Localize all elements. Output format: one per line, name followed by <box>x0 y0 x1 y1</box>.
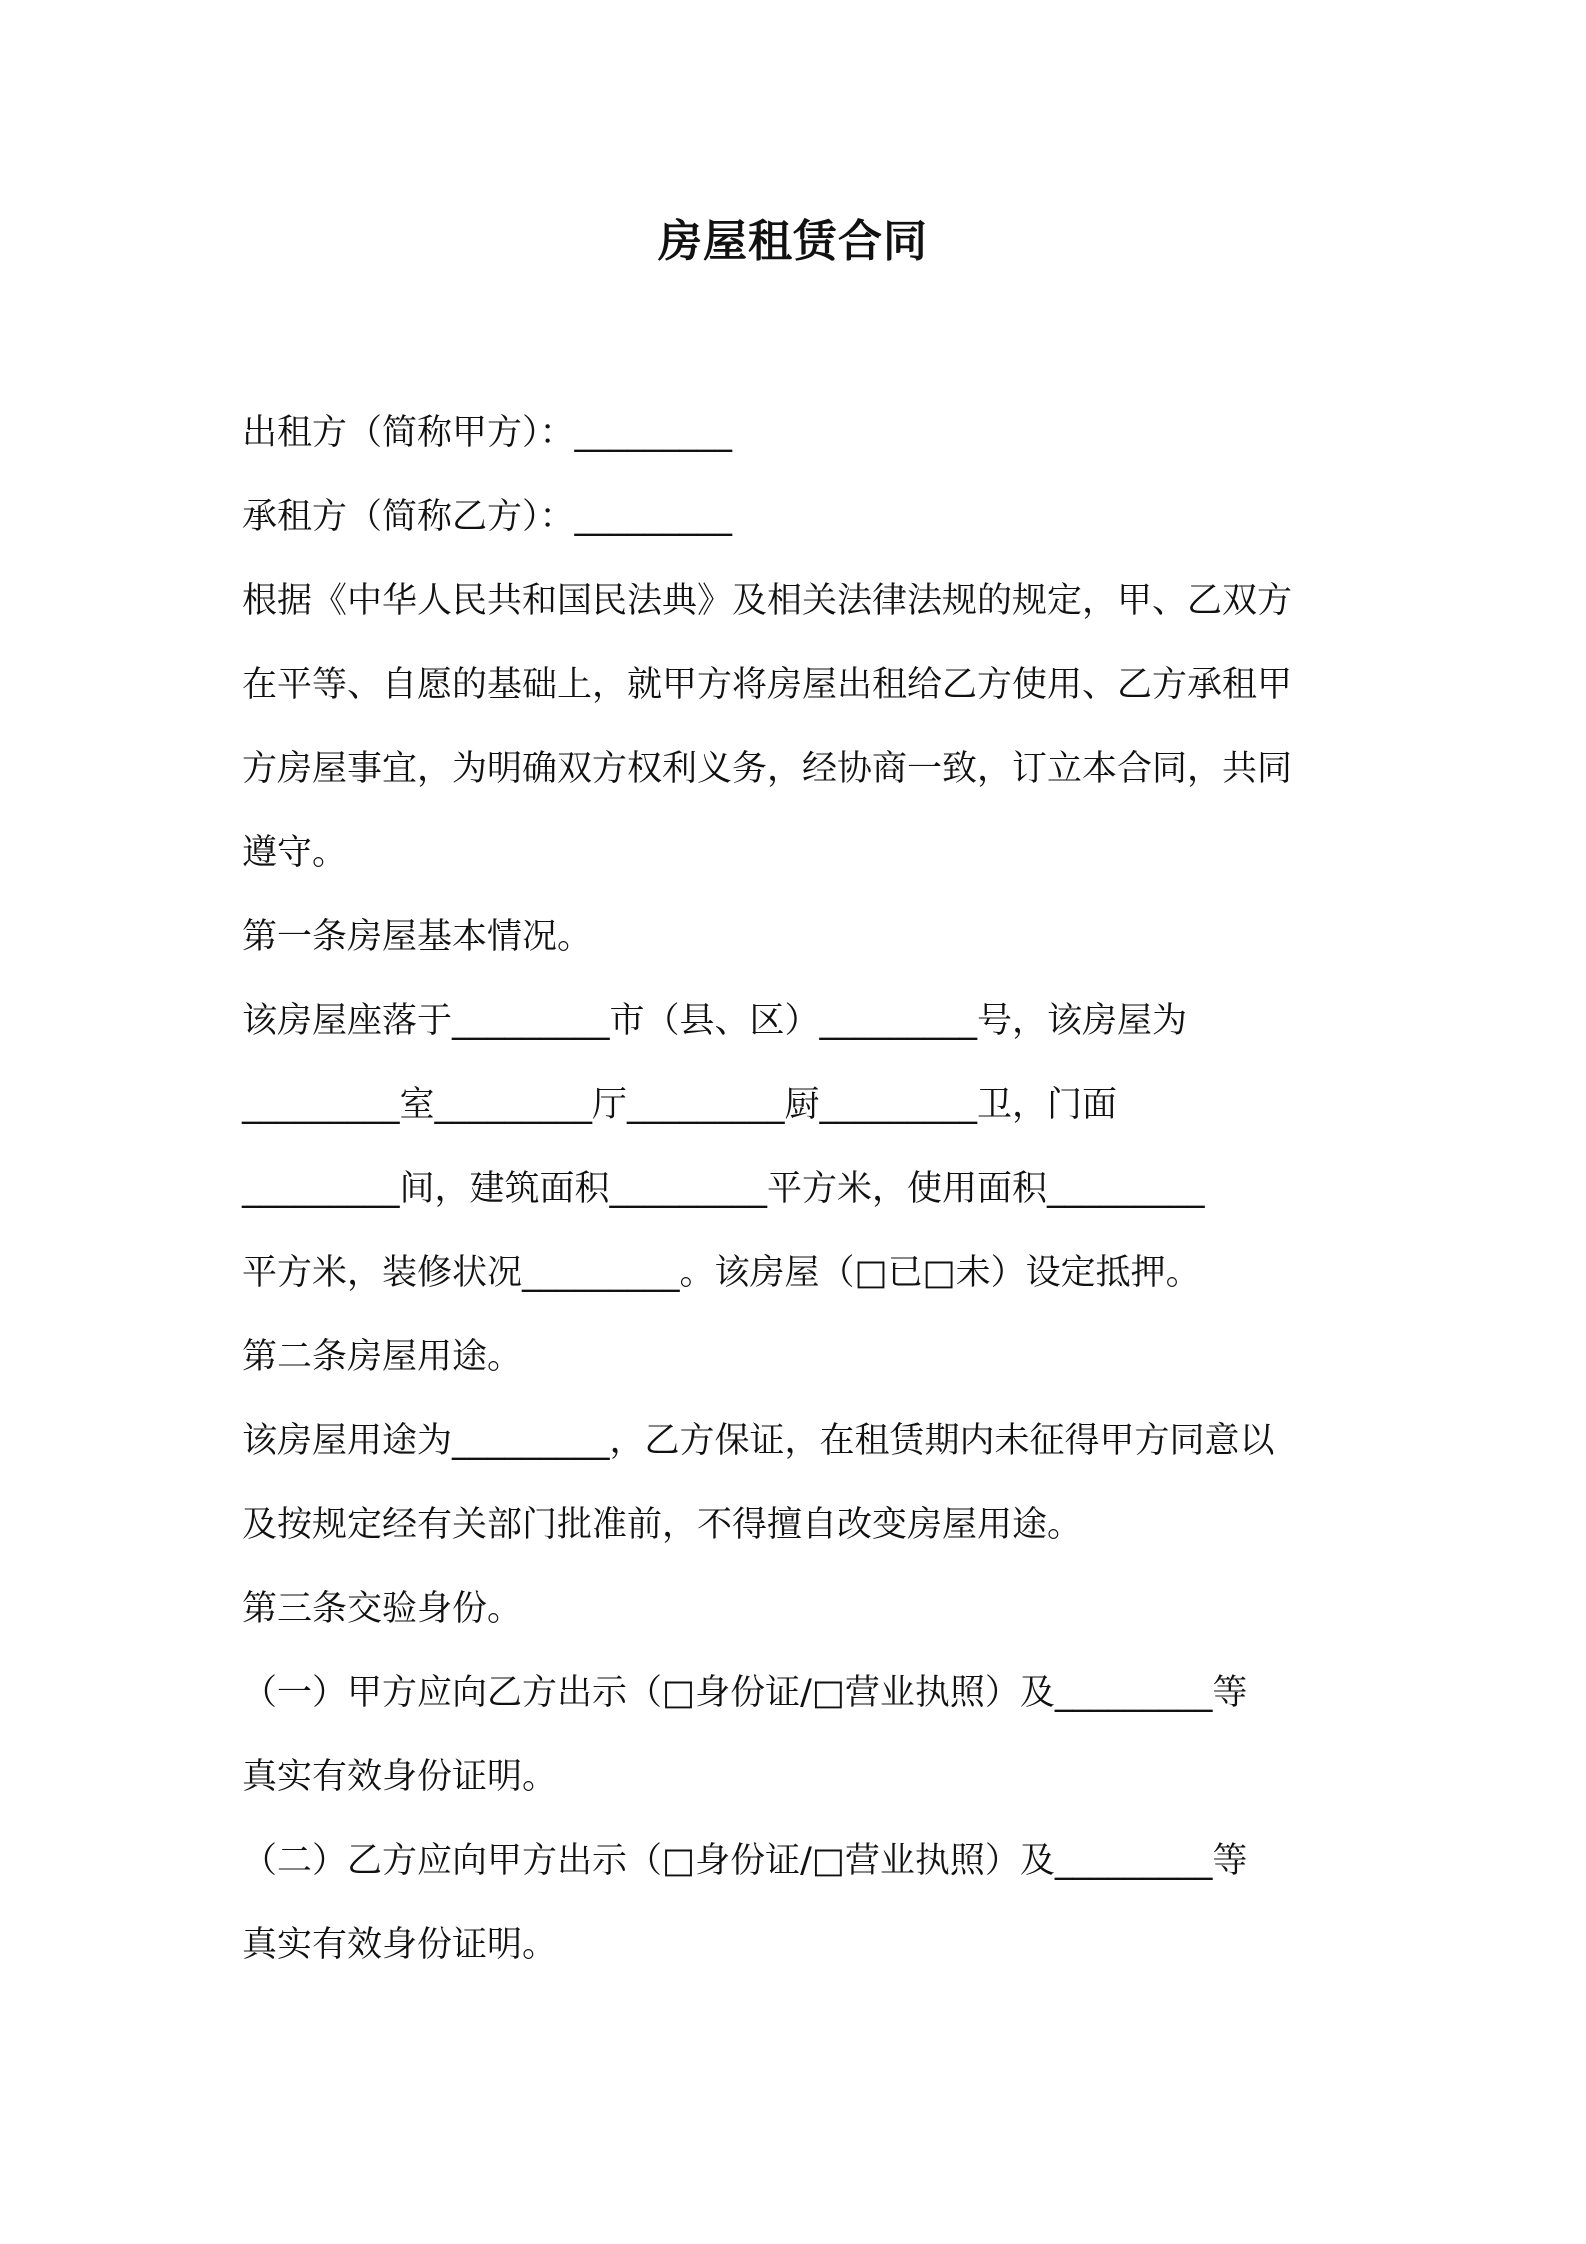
preamble-line: 在平等、自愿的基础上，就甲方将房屋出租给乙方使用、乙方承租甲 <box>242 665 1293 705</box>
preamble-line: 根据《中华人民共和国民法典》及相关法律法规的规定，甲、乙双方 <box>242 581 1293 621</box>
preamble-line: 遵守。 <box>242 833 348 873</box>
article-2-line: 该房屋用途为_________，乙方保证，在租赁期内未征得甲方同意以 <box>242 1421 1275 1461</box>
article-3-heading: 第三条交验身份。 <box>242 1589 523 1629</box>
article-1-line: 平方米，装修状况_________。该房屋（□已□未）设定抵押。 <box>242 1253 1201 1293</box>
preamble-line: 方房屋事宜，为明确双方权利义务，经协商一致，订立本合同，共同 <box>242 749 1293 789</box>
lessee-line: 承租方（简称乙方）：_________ <box>242 497 733 537</box>
document-title: 房屋租赁合同 <box>658 216 928 267</box>
article-2-line: 及按规定经有关部门批准前，不得擅自改变房屋用途。 <box>242 1505 1083 1545</box>
article-3-item-1: 真实有效身份证明。 <box>242 1757 558 1797</box>
article-1-line: 该房屋座落于_________市（县、区）_________号，该房屋为 <box>242 1001 1188 1041</box>
article-1-line: _________室_________厅_________厨_________卫，门面 <box>242 1085 1118 1125</box>
lessor-line: 出租方（简称甲方）：_________ <box>242 413 733 453</box>
article-2-heading: 第二条房屋用途。 <box>242 1337 523 1377</box>
article-3-item-1: （一）甲方应向乙方出示（□身份证/□营业执照）及_________等 <box>242 1673 1248 1713</box>
article-1-heading: 第一条房屋基本情况。 <box>242 917 593 957</box>
article-1-line: _________间，建筑面积_________平方米，使用面积_________ <box>242 1169 1205 1209</box>
article-3-item-2: （二）乙方应向甲方出示（□身份证/□营业执照）及_________等 <box>242 1841 1248 1881</box>
article-3-item-2: 真实有效身份证明。 <box>242 1925 558 1965</box>
